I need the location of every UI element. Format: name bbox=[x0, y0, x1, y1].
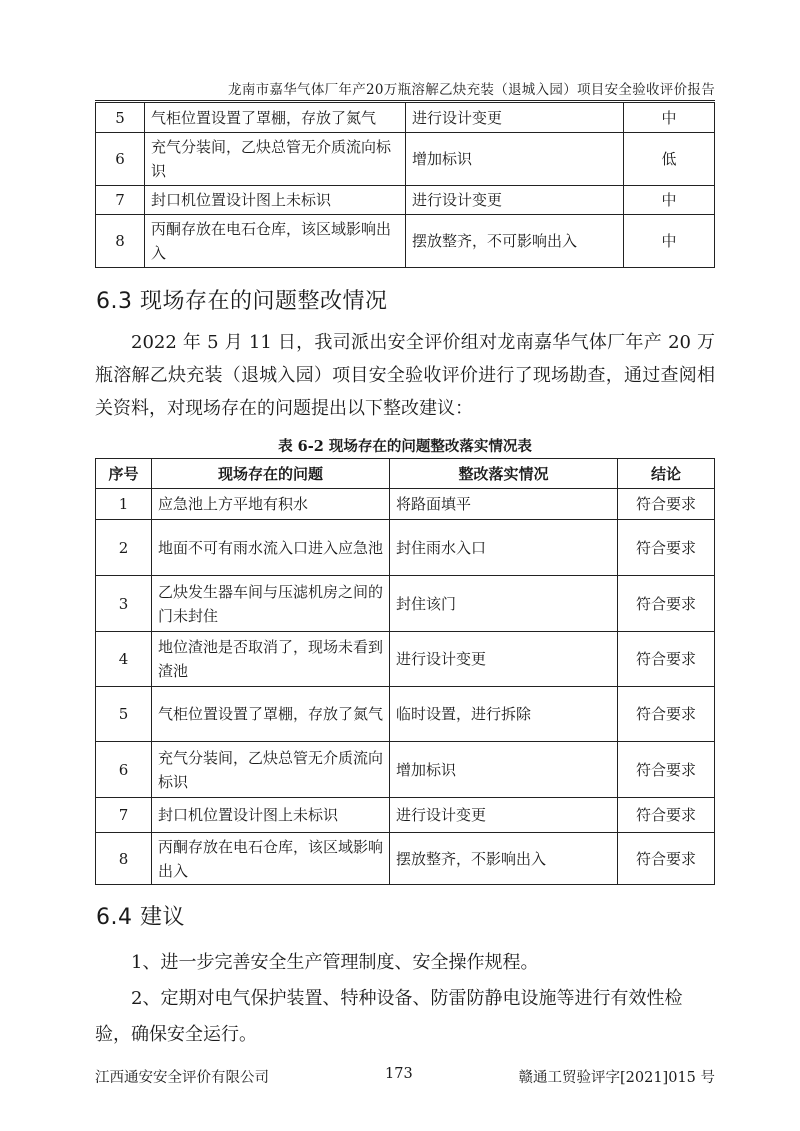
row-issue: 气柜位置设置了罩棚，存放了氮气 bbox=[152, 687, 390, 742]
section-6-3-paragraph: 2022 年 5 月 11 日，我司派出安全评价组对龙南嘉华气体厂年产 20 万瓶溶解乙炔充装（退城入园）项目安全验收评价进行了现场勘查，通过查阅相关资料，对现场存在的问题提出以下整改建议： bbox=[95, 332, 715, 419]
footer-doc-number: 赣通工贸验评字[2021]015 号 bbox=[518, 1070, 715, 1086]
row-action: 摆放整齐，不影响出入 bbox=[390, 833, 618, 885]
row-action: 封住该门 bbox=[390, 576, 618, 632]
row-action: 进行设计变更 bbox=[390, 632, 618, 687]
row-action: 增加标识 bbox=[390, 742, 618, 798]
row-measure: 增加标识 bbox=[406, 133, 624, 186]
row-result: 符合要求 bbox=[618, 489, 715, 520]
row-issue: 封口机位置设计图上未标识 bbox=[152, 798, 390, 833]
row-level: 中 bbox=[624, 215, 715, 268]
row-no: 3 bbox=[96, 576, 152, 632]
row-issue: 乙炔发生器车间与压滤机房之间的门未封住 bbox=[152, 576, 390, 632]
table-row bbox=[96, 186, 715, 215]
row-no: 6 bbox=[96, 742, 152, 798]
table-header-row bbox=[96, 459, 715, 489]
table-row bbox=[96, 798, 715, 833]
col-header-result: 结论 bbox=[618, 459, 715, 489]
row-no: 7 bbox=[96, 798, 152, 833]
page-header: 龙南市嘉华气体厂年产20万瓶溶解乙炔充装（退城入园）项目安全验收评价报告 bbox=[228, 82, 715, 98]
col-header-action: 整改落实情况 bbox=[390, 459, 618, 489]
table-row bbox=[96, 632, 715, 687]
row-level: 中 bbox=[624, 103, 715, 133]
footer-company: 江西通安安全评价有限公司 bbox=[95, 1070, 269, 1086]
row-result: 符合要求 bbox=[618, 833, 715, 885]
risk-table-continued bbox=[95, 102, 715, 268]
row-issue: 应急池上方平地有积水 bbox=[152, 489, 390, 520]
header-rule bbox=[95, 100, 715, 101]
row-issue: 地面不可有雨水流入口进入应急池 bbox=[152, 520, 390, 576]
row-action: 进行设计变更 bbox=[390, 798, 618, 833]
footer-page-number: 173 bbox=[385, 1066, 413, 1082]
recommendation-item: 2、定期对电气保护装置、特种设备、防雷防静电设施等进行有效性检验，确保安全运行。 bbox=[95, 988, 683, 1045]
table-row bbox=[96, 576, 715, 632]
table-row bbox=[96, 687, 715, 742]
row-issue: 封口机位置设计图上未标识 bbox=[145, 186, 406, 215]
table-6-2-caption: 表 6-2 现场存在的问题整改落实情况表 bbox=[278, 438, 532, 455]
row-no: 5 bbox=[96, 103, 145, 133]
table-row bbox=[96, 742, 715, 798]
row-no: 4 bbox=[96, 632, 152, 687]
recommendation-item: 1、进一步完善安全生产管理制度、安全操作规程。 bbox=[131, 952, 539, 973]
row-no: 8 bbox=[96, 215, 145, 268]
row-result: 符合要求 bbox=[618, 798, 715, 833]
col-header-issue: 现场存在的问题 bbox=[152, 459, 390, 489]
row-result: 符合要求 bbox=[618, 742, 715, 798]
row-no: 6 bbox=[96, 133, 145, 186]
row-issue: 丙酮存放在电石仓库，该区域影响出入 bbox=[152, 833, 390, 885]
row-no: 2 bbox=[96, 520, 152, 576]
row-issue: 充气分装间，乙炔总管无介质流向标识 bbox=[152, 742, 390, 798]
col-header-no: 序号 bbox=[96, 459, 152, 489]
row-measure: 进行设计变更 bbox=[406, 186, 624, 215]
section-6-3-title: 6.3 现场存在的问题整改情况 bbox=[96, 289, 388, 314]
section-6-4-title: 6.4 建议 bbox=[96, 905, 185, 930]
table-row bbox=[96, 215, 715, 268]
row-issue: 地位渣池是否取消了，现场未看到渣池 bbox=[152, 632, 390, 687]
table-row bbox=[96, 489, 715, 520]
row-issue: 丙酮存放在电石仓库，该区域影响出入 bbox=[145, 215, 406, 268]
row-action: 临时设置，进行拆除 bbox=[390, 687, 618, 742]
table-row bbox=[96, 833, 715, 885]
row-level: 中 bbox=[624, 186, 715, 215]
row-result: 符合要求 bbox=[618, 687, 715, 742]
row-result: 符合要求 bbox=[618, 632, 715, 687]
table-row bbox=[96, 520, 715, 576]
row-action: 封住雨水入口 bbox=[390, 520, 618, 576]
row-no: 7 bbox=[96, 186, 145, 215]
row-result: 符合要求 bbox=[618, 520, 715, 576]
table-row bbox=[96, 133, 715, 186]
row-action: 将路面填平 bbox=[390, 489, 618, 520]
row-measure: 摆放整齐，不可影响出入 bbox=[406, 215, 624, 268]
rectification-table bbox=[95, 458, 715, 885]
row-issue: 充气分装间，乙炔总管无介质流向标识 bbox=[145, 133, 406, 186]
row-measure: 进行设计变更 bbox=[406, 103, 624, 133]
row-no: 5 bbox=[96, 687, 152, 742]
row-result: 符合要求 bbox=[618, 576, 715, 632]
row-no: 1 bbox=[96, 489, 152, 520]
row-issue: 气柜位置设置了罩棚，存放了氮气 bbox=[145, 103, 406, 133]
row-level: 低 bbox=[624, 133, 715, 186]
row-no: 8 bbox=[96, 833, 152, 885]
table-row bbox=[96, 103, 715, 133]
